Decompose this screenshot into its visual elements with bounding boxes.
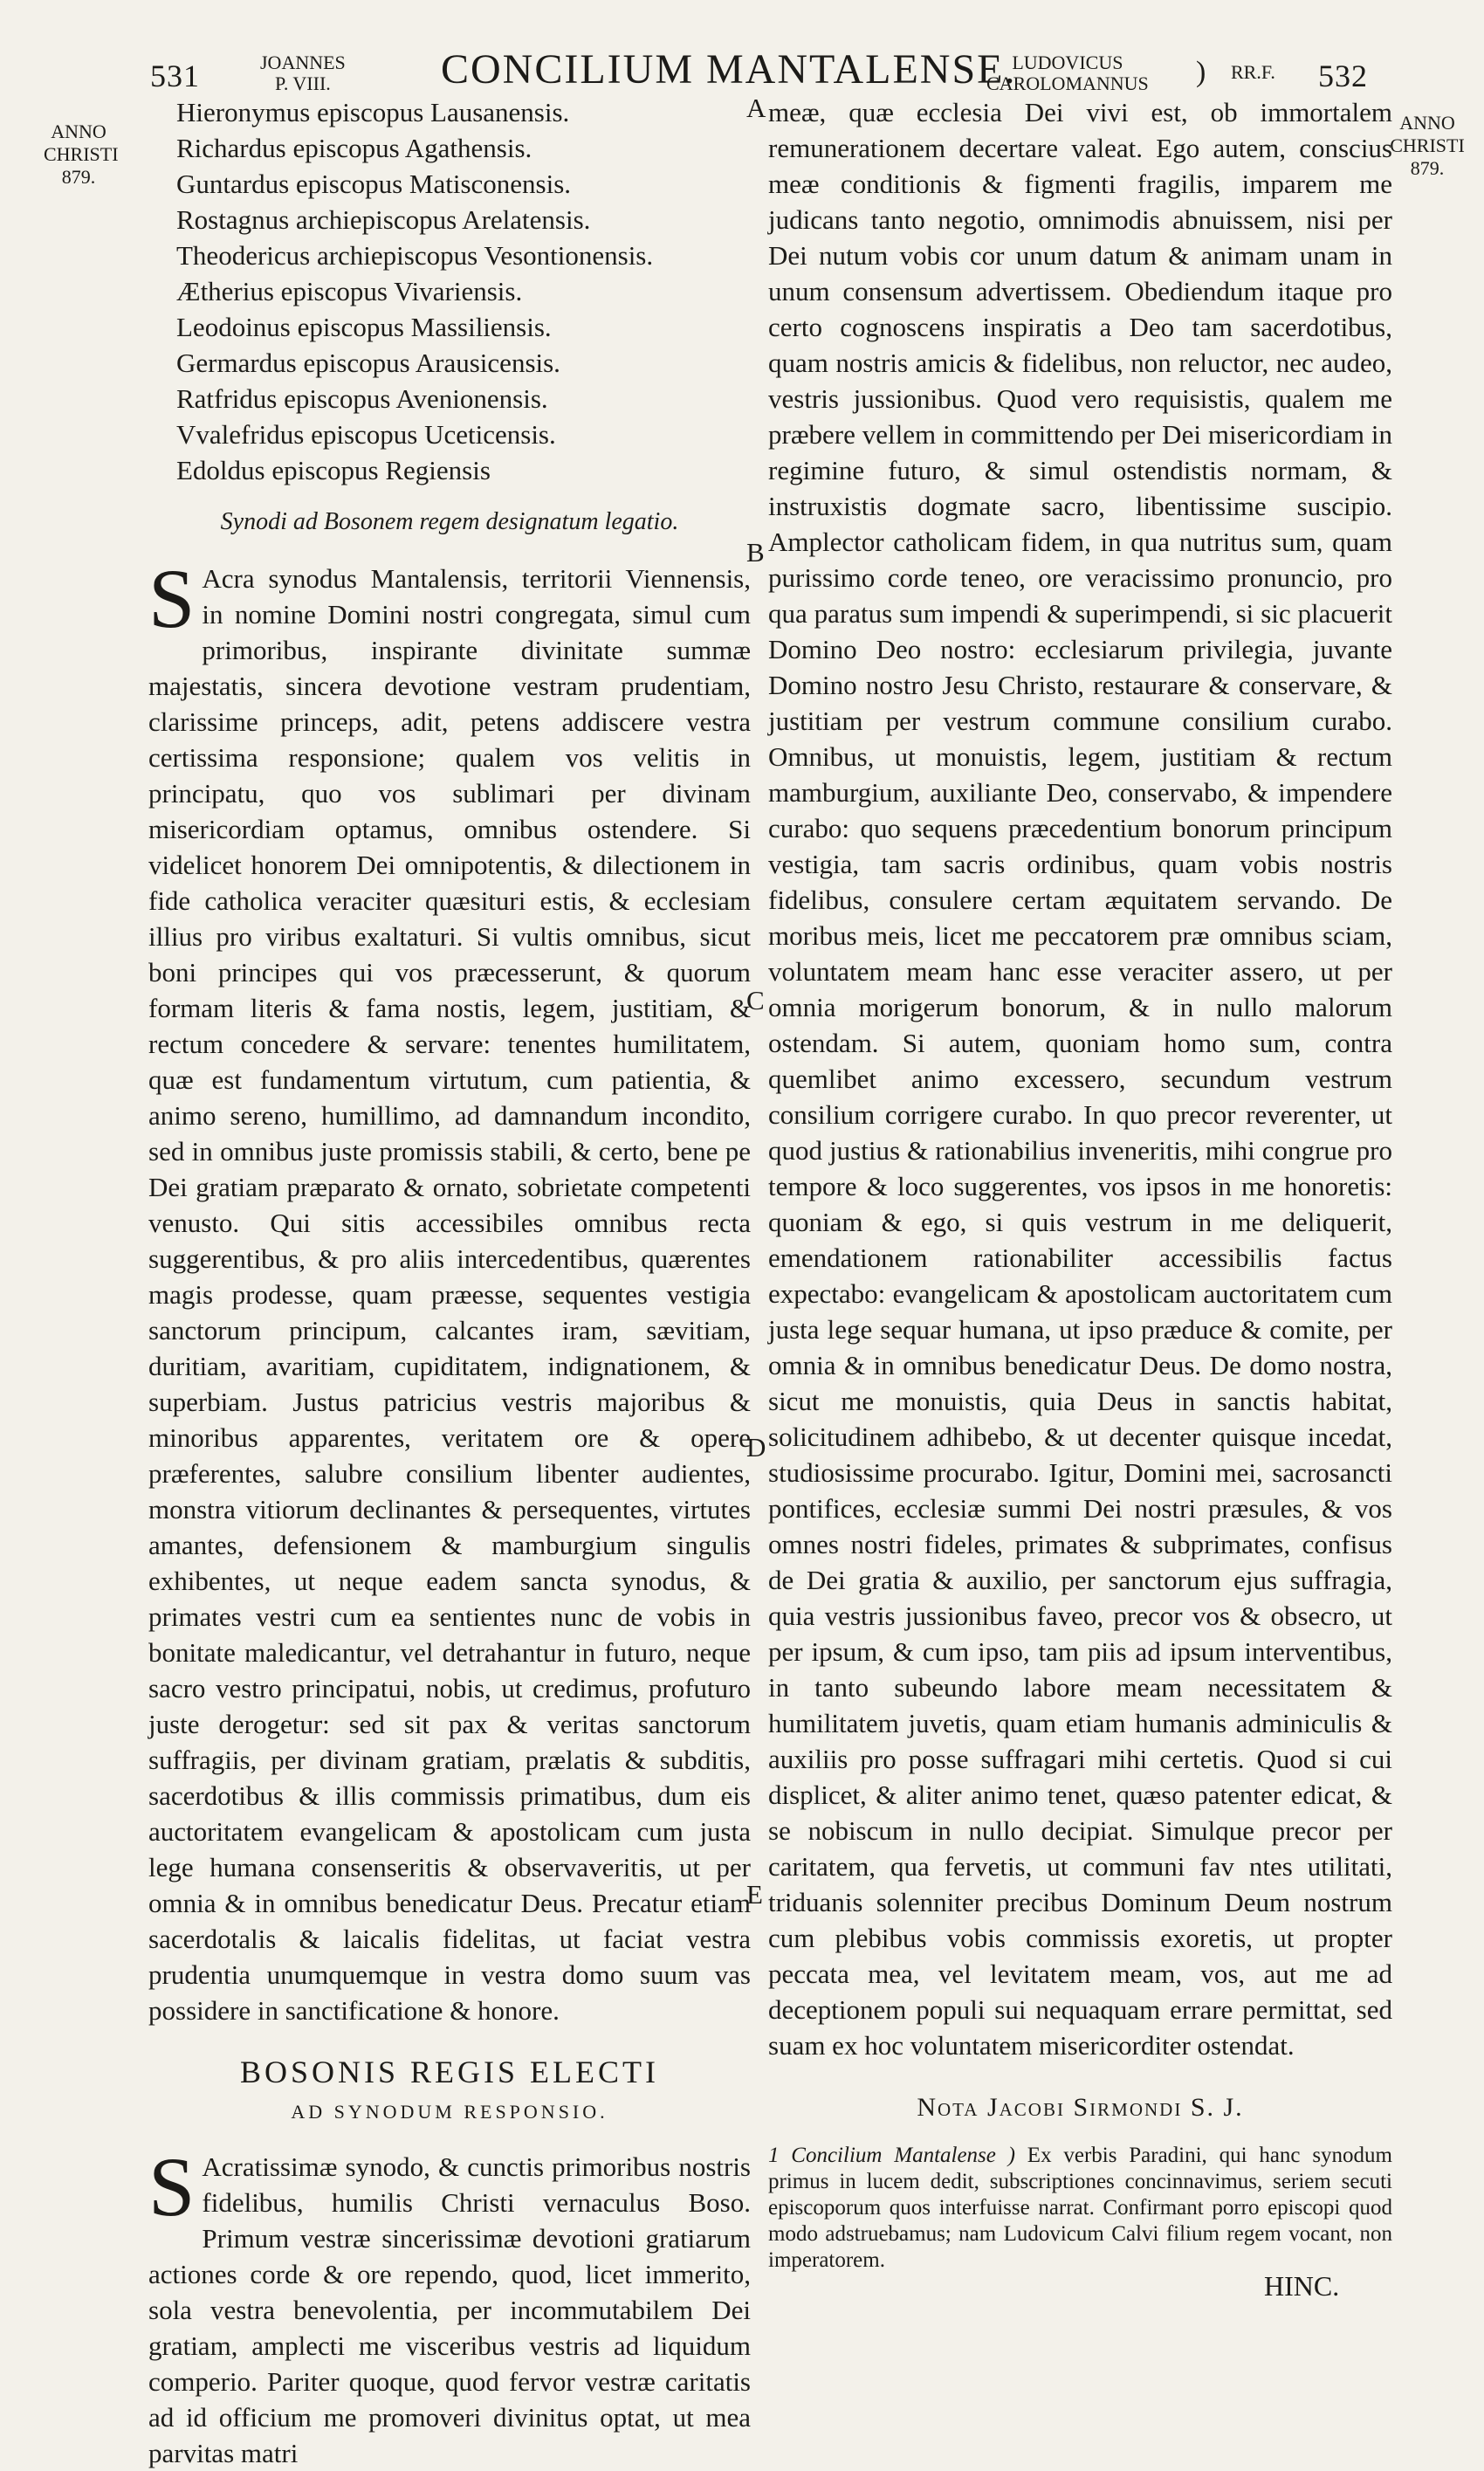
signatory: Edoldus episcopus Regiensis (176, 455, 491, 485)
signatory: Theodericus archiepiscopus Vesontionensis. (176, 240, 654, 271)
signatory: Guntardus episcopus Matisconensis. (176, 169, 572, 199)
right-column (768, 94, 1392, 2274)
margin-year-left (44, 120, 119, 189)
boso-response-continued: meæ, quæ ecclesia Dei vivi est, ob immortalem remunerationem decertare valeat. Ego autem, conscius meæ conditionis & figmenti fragilis, imparem me judicans tanto negotio, omnimodis abnuissem, nisi per Dei nutum vobis cor unum datum & animam unam in unum consensum advertissem. Obediendum itaque pro certo cognoscens inspiratis a Deo tam sacerdotibus, quam nostris amicis & fidelibus, non reluctor, nec audeo, vestris jussionibus. Quod vero requisistis, qualem me præbere vellem in committendo per Dei misericordiam in regimine futuro, & simul ostendistis normam, & instruxistis dogmate sacro, libentissime suscipio. Amplector catholicam fidem, in qua nutritus sum, quam purissimo corde teneo, ore veracissimo pronuncio, pro qua paratus sum impendi & superimpendi, si sic placuerit Domino Deo nostro: ecclesiarum privilegia, juvante Domino nostro Jesu Christo, restaurare & conservare, & justitiam per vestrum commune consilium curabo. Omnibus, ut monuistis, legem, justitiam & rectum mamburgium, auxiliante Deo, conservabo, & impendere curabo: quo sequens præcedentium bonorum principum vestigia, tam sacris ordinibus, quam vobis nostris fidelibus, consulere certam æquitatem servando. De moribus meis, licet me peccatorem præ omnibus sciam, voluntatem meam hanc esse veraciter assero, ut per omnia morigerum bonorum, & in nullo malorum ostendam. Si autem, quoniam homo sum, contra quemlibet animo excessero, secundum vestrum consilium corrigere curabo. In quo precor reverenter, ut quod justius & rationabilius inveneritis, mihi congrue pro tempore & loco suggerentes, vos ipsos in me honoretis: quoniam & ego, si quis vestrum in me deliquerit, emendationem rationabiliter accessibilis factus expectabo: evangelicam & apostolicam auctoritatem cum justa lege sequar humana, ut ipso præduce & comite, per omnia & in omnibus benedicatur Deus. De domo nostra, sicut me monuistis, quia Deus in sanctis habitat, solicitudinem adhibebo, & ut decenter quisque incedat, studiosissime procurabo. Igitur, Domini mei, sacrosancti pontifices, ecclesiæ summi Dei nostri præsules, & vos omnes nostri fideles, primates & subprimates, confisus de Dei gratia & auxilio, per sanctorum ejus suffragia, quia vestris jussionibus faveo, precor vos & obsecro, ut per ipsum, & cum ipso, tam piis ad ipsum interventibus, in tanto subeundo labore meam necessitatem & humilitatem juvetis, quam etiam humanis adminiculis & auxiliis pro posse suffragari mihi certetis. Quod si cui displicet, & aliter animo tenet, quæso patenter edicat, & se nobiscum in nullo decipiat. Simulque precor per caritatem, qua fervetis, ut communi fav ntes utilitati, triduanis solenniter precibus Dominum Deum nostrum cum plebibus vobis commissis exoretis, ut propter peccata mea, vel levitatem meam, vos, aut me ad deceptionem populi sui nequaquam errare permittat, sed suam ex hoc voluntatem misericorditer ostendat. (768, 97, 1392, 2061)
section-subheading: AD SYNODUM RESPONSIO. (291, 2101, 608, 2123)
page-header (0, 35, 1484, 96)
boso-response-text: Acratissimæ synodo, & cunctis primoribus nostris fidelibus, humilis Christi vernaculus Boso. Primum vestræ sincerissimæ devotioni gratiarum actiones corde & ore rependo, quod, licet immerito, sola vestra benevolentia, per incommutabilem Dei gratiam, amplecti me visceribus vestris ad liquidum comperio. Pariter quoque, quod fervor vestræ caritatis ad id officium me promoveri divinitus optat, ut mea parvitas matri (148, 2151, 751, 2468)
signatory: Leodoinus episcopus Massiliensis. (176, 312, 552, 342)
legatio-heading: Synodi ad Bosonem regem designatum legatio. (220, 508, 679, 535)
margin-right-line1: ANNO (1399, 112, 1455, 134)
section-letter-d: D (746, 1432, 766, 1463)
signatory-list (148, 94, 751, 488)
section-letter-b: B (746, 537, 765, 568)
margin-left-line1: ANNO (51, 120, 106, 142)
page-title: CONCILIUM MANTALENSE. (441, 46, 1017, 93)
drop-cap: S (148, 2140, 196, 2234)
signatory: Ætherius episcopus Vivariensis. (176, 276, 523, 306)
running-head-left-line2: P. VIII. (275, 72, 331, 94)
signatory: Rostagnus archiepiscopus Arelatensis. (176, 204, 591, 235)
margin-right-line2: CHRISTI (1390, 134, 1465, 156)
margin-left-line3: 879. (61, 166, 96, 188)
margin-left-line2: CHRISTI (44, 143, 119, 165)
catchword: HINC. (1264, 2270, 1340, 2302)
note-body (768, 2143, 1392, 2274)
running-head-right-line2: CAROLOMANNUS (986, 72, 1149, 94)
drop-cap: S (148, 552, 196, 645)
signatory: Germardus episcopus Arausicensis. (176, 348, 560, 378)
section-letter-c: C (746, 985, 765, 1015)
page-number-right: 532 (1318, 59, 1368, 93)
section-heading: BOSONIS REGIS ELECTI (239, 2055, 659, 2089)
section-letter-a: A (746, 93, 766, 123)
running-head-right (986, 52, 1149, 94)
running-head-rr: RR.F. (1231, 61, 1275, 83)
signatory: Ratfridus episcopus Avenionensis. (176, 383, 548, 414)
margin-year-right (1388, 112, 1467, 180)
boso-response-paragraph (148, 2140, 751, 2471)
page-number-left: 531 (150, 59, 200, 93)
running-head-left (260, 52, 346, 94)
running-head-left-line1: JOANNES (260, 52, 346, 73)
signatory: Richardus episcopus Agathensis. (176, 133, 532, 163)
signatory: Vvalefridus episcopus Uceticensis. (176, 419, 556, 450)
signatory: Hieronymus episcopus Lausanensis. (176, 97, 570, 127)
left-column (148, 94, 751, 2471)
note-title: Nota Jacobi Sirmondi S. J. (917, 2093, 1244, 2122)
note-reference: 1 Concilium Mantalense ) (768, 2144, 1015, 2167)
margin-right-line3: 879. (1410, 157, 1445, 179)
note-text: Ex verbis Paradini, qui hanc synodum primus in lucem dedit, subscriptiones concinnavimus, seriem secuti episcoporum quos interfuisse narrat. Confirmant porro episcopi quod modo adstruebamus; nam Ludovicum Calvi filium regem vocant, non imperatorem. (768, 2144, 1392, 2272)
running-head-right-line1: LUDOVICUS (1012, 52, 1123, 73)
running-head-bracket: ) (1196, 56, 1206, 88)
section-letter-e: E (746, 1879, 763, 1910)
synod-address-paragraph (148, 552, 751, 2028)
synod-address-text: Acra synodus Mantalensis, territorii Viennensis, in nomine Domini nostri congregata, simul cum primoribus, inspirante divinitate summæ majestatis, sincera devotione vestram prudentiam, clarissime princeps, adit, petens addiscere vestra certissima responsione; qualem vos velitis in principatu, quo vos sublimari per divinam misericordiam optamus, omnibus ostendere. Si videlicet honorem Dei omnipotentis, & dilectionem in fide catholica veraciter quæsituri estis, & ecclesiam illius pro viribus exaltaturi. Si vultis omnibus, sicut boni principes qui vos præcesserunt, & quorum formam literis & fama nostis, legem, justitiam, & rectum concedere & servare: tenentes humilitatem, quæ est fundamentum virtutum, cum patientia, & animo sereno, humillimo, ad damnandum incondito, sed in omnibus juste promissis stabili, & certo, bene pe Dei gratiam præparato & ornato, sobrietate competenti venusto. Qui sitis accessibiles omnibus recta suggerentibus, & pro aliis intercedentibus, quærentes magis prodesse, quam præesse, sequentes vestigia sanctorum principum, calcantes iram, sævitiam, duritiam, avaritiam, cupiditatem, indignationem, & superbiam. Justus patricius vestris majoribus & minoribus apparentes, veritatem ore & opere præferentes, salubre consilium libenter audientes, monstra vitiorum declinantes & persequentes, virtutes amantes, defensionem & mamburgium singulis exhibentes, ut neque eadem sancta synodus, & primates vestri cum ea sentientes nunc de vobis in bonitate maledicantur, vel detrahantur in futuro, neque sacro vestro principatui, nobis, ut credimus, profuturo juste derogetur: sed sit pax & veritas sanctorum suffragiis, per divinam gratiam, prælatis & subditis, sacerdotibus & illis commissis primatibus, dum eis auctoritatem evangelicam & apostolicam cum justa lege humana consenseritis & observaveritis, ut per omnia & in omnibus benedicatur Deus. Precatur etiam sacerdotalis & laicalis fidelitas, ut faciat vestra prudentia unumquemque in vestra domo suum vas possidere in sanctificatione & honore. (148, 563, 751, 2026)
